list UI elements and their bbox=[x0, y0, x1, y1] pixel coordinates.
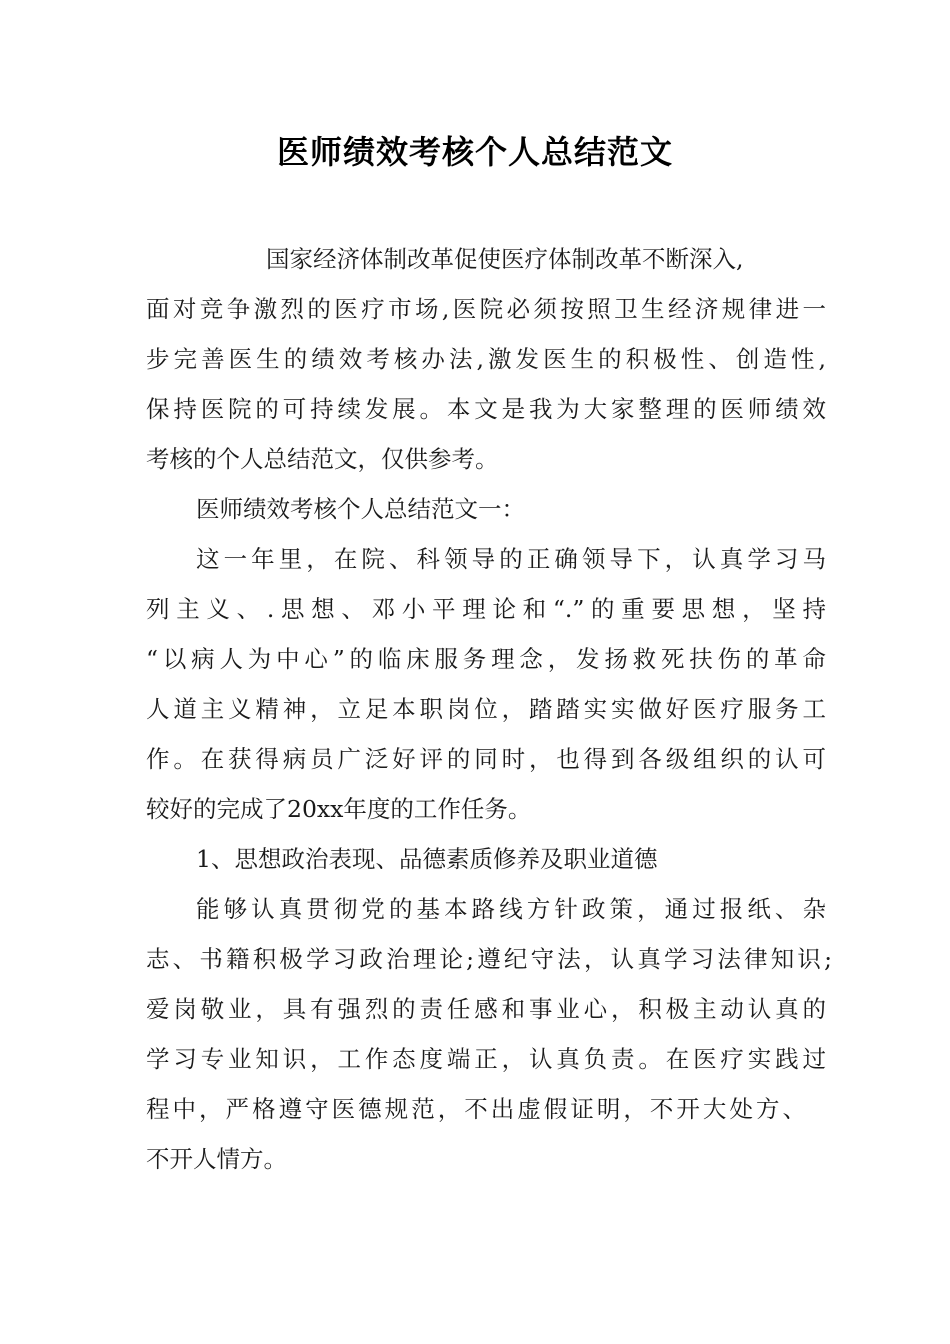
intro-line: 步完善医生的绩效考核办法,激发医生的积极性、创造性, bbox=[146, 345, 826, 373]
paragraph-line: 学习专业知识，工作态度端正，认真负责。在医疗实践过 bbox=[146, 1045, 826, 1073]
section-heading: 医师绩效考核个人总结范文一： bbox=[196, 495, 525, 523]
subheading: 1、思想政治表现、品德素质修养及职业道德 bbox=[196, 845, 658, 873]
paragraph-line: 作。在获得病员广泛好评的同时，也得到各级组织的认可 bbox=[146, 745, 826, 773]
document-title: 医师绩效考核个人总结范文 bbox=[276, 133, 673, 171]
paragraph-line: 程中，严格遵守医德规范，不出虚假证明，不开大处方、 bbox=[146, 1095, 806, 1123]
paragraph-line: 较好的完成了20xx年度的工作任务。 bbox=[146, 795, 532, 823]
paragraph-line: 这一年里，在院、科领导的正确领导下，认真学习马 bbox=[196, 545, 826, 573]
paragraph-line: 爱岗敬业，具有强烈的责任感和事业心，积极主动认真的 bbox=[146, 995, 826, 1023]
paragraph-line: 列主义、.思想、邓小平理论和“.”的重要思想，坚持 bbox=[146, 595, 826, 623]
paragraph-line: 不开人情方。 bbox=[146, 1145, 287, 1173]
paragraph-line: 能够认真贯彻党的基本路线方针政策，通过报纸、杂 bbox=[196, 895, 826, 923]
intro-line: 面对竞争激烈的医疗市场,医院必须按照卫生经济规律进一 bbox=[146, 295, 826, 323]
paragraph-line: 人道主义精神，立足本职岗位，踏踏实实做好医疗服务工 bbox=[146, 695, 826, 723]
intro-line: 国家经济体制改革促使医疗体制改革不断深入, bbox=[266, 245, 744, 273]
intro-line: 保持医院的可持续发展。本文是我为大家整理的医师绩效 bbox=[146, 395, 826, 423]
paragraph-line: “以病人为中心”的临床服务理念，发扬救死扶伤的革命 bbox=[146, 645, 826, 673]
paragraph-line: 志、书籍积极学习政治理论;遵纪守法，认真学习法律知识; bbox=[146, 945, 832, 973]
intro-line: 考核的个人总结范文，仅供参考。 bbox=[146, 445, 499, 473]
